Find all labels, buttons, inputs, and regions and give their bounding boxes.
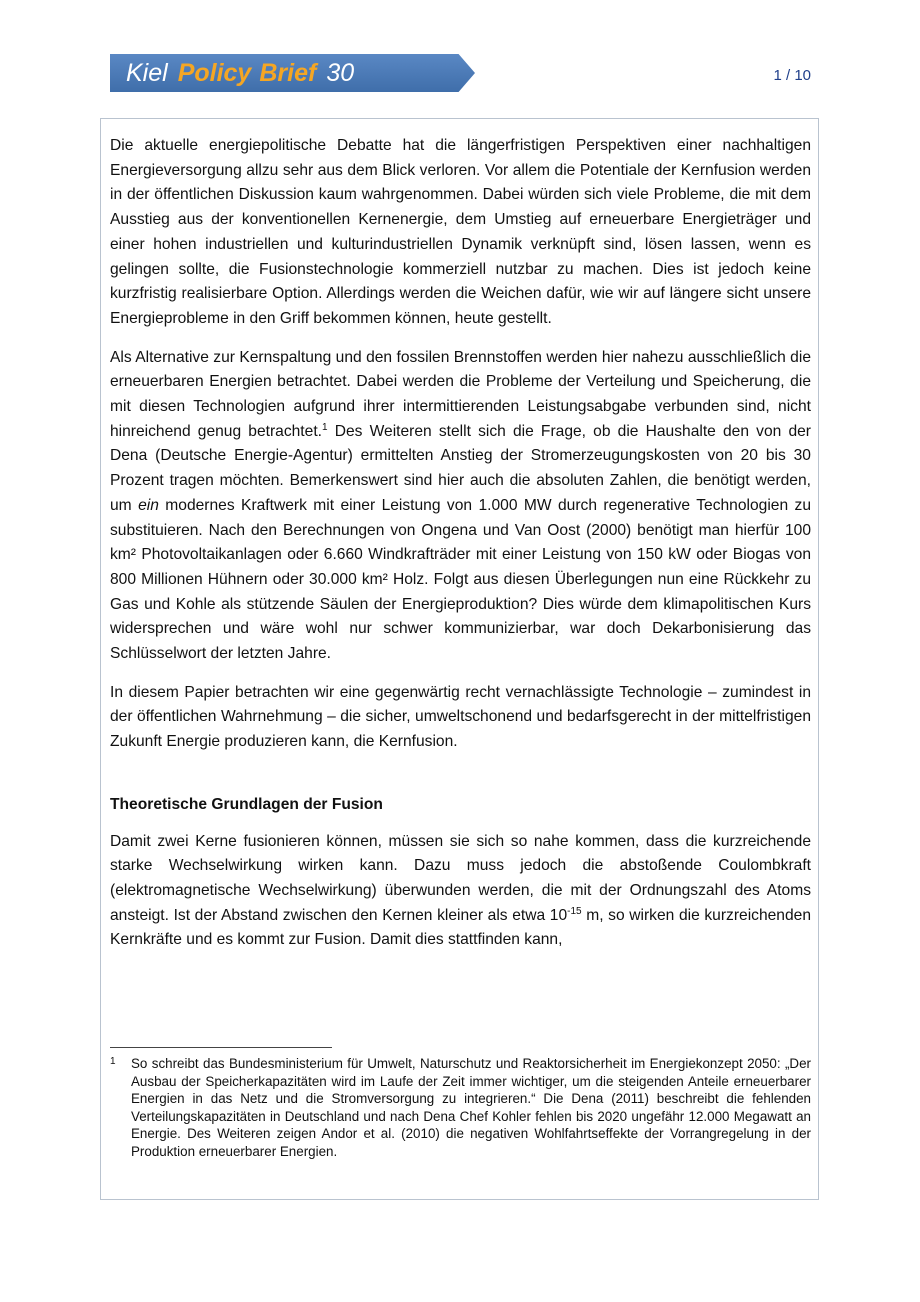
footnote	[110, 1055, 811, 1161]
paragraph-3: In diesem Papier betrachten wir eine gegenwärtig recht vernachlässigte Technologie – zumindest in der öffentlichen Wahrnehmung – die sicher, umweltschonend und bedarfsgerecht in der mittelfristigen Zukunft Energie produzieren kann, die Kernfusion.	[110, 683, 811, 751]
publication-title	[126, 55, 354, 91]
footnote-mark: 1	[110, 1056, 116, 1067]
footnote-separator	[110, 1047, 332, 1048]
paragraph-4-part-a: Damit zwei Kerne fusionieren können, müssen sie sich so nahe kommen, dass die kurzreichende starke Wechselwirkung wirken kann. Dazu muss jedoch die abstoßende Coulombkraft (elektromagnetische Wechselwirkung) überwunden werden, die mit der Ordnungszahl des Atoms ansteigt. Ist der Abstand zwischen den Kernen kleiner als etwa 10	[110, 832, 811, 924]
paragraph-4-part-b: m, so wirken die kurzreichenden Kernkräfte und es kommt zur Fusion. Damit dies stattfinden kann,	[110, 906, 811, 949]
emphasis-ein: ein	[138, 496, 159, 514]
footnote-text: So schreibt das Bundesministerium für Umwelt, Naturschutz und Reaktorsicherheit im Energiekonzept 2050: „Der Ausbau der Speicherkapazitäten wird im Laufe der Zeit immer wichtiger, um die steigenden Anteile erneuerbarer Energien in das Netz und die Stromversorgung zu integrieren.“ Die Dena (2011) beschreibt die fehlenden Verteilungskapazitäten in Deutschland und nach Dena Chef Kohler fehlen bis 2020 ungefähr 12.000 Megawatt an Energie. Des Weiteren zeigen Andor et al. (2010) die negativen Wohlfahrtseffekte der Vorrangregelung in der Produktion erneuerbarer Energien.	[131, 1056, 811, 1159]
page-number: 1 / 10	[773, 67, 811, 84]
paragraph-4	[110, 830, 811, 954]
paragraph-1: Die aktuelle energiepolitische Debatte hat die längerfristigen Perspektiven einer nachhaltigen Energieversorgung allzu sehr aus dem Blick verloren. Vor allem die Potentiale der Kernfusion werden in der öffentlichen Diskussion kaum wahrgenommen. Dabei würden sich viele Probleme, die mit dem Ausstieg aus der konventionellen Kernenergie, dem Umstieg auf erneuerbare Energieträger und einer hohen industriellen und kulturindustriellen Dynamik verknüpft sind, lösen lassen, wenn es gelingen sollte, die Fusionstechnologie kommerziell nutzbar zu machen. Dies ist jedoch keine kurzfristig realisierbare Option. Allerdings werden die Weichen dafür, wie wir auf längere sicht unsere Energieprobleme in den Griff bekommen können, heute gestellt.	[110, 137, 811, 327]
paragraph-2-part-c: modernes Kraftwerk mit einer Leistung von 1.000 MW durch regenerative Technologien zu substituieren. Nach den Berechnungen von Ongena und Van Oost (2000) benötigt man hierfür 100 km² Photovoltaikanlagen oder 6.660 Windkrafträder mit einer Leistung von 150 kW oder Biogas von 800 Millionen Hühnern oder 30.000 km² Holz. Folgt aus diesen Überlegungen nun eine Rückkehr zu Gas und Kohle als stützende Säulen der Energieproduktion? Dies würde dem klimapolitischen Kurs widersprechen und wäre wohl nur schwer kommunizierbar, war doch Dekarbonisierung das Schlüsselwort der letzten Jahre.	[110, 496, 812, 663]
title-brief: Brief	[259, 59, 317, 87]
title-kiel: Kiel	[126, 59, 168, 87]
section-heading: Theoretische Grundlagen der Fusion	[110, 795, 383, 813]
body-text	[110, 134, 811, 967]
paragraph-2-part-b: Des Weiteren stellt sich die Frage, ob die Haushalte den von der Dena (Deutsche Energie-Agentur) ermittelten Anstieg der Stromerzeugungskosten von 20 bis 30 Prozent tragen möchten. Bemerkenswert sind hier auch die absoluten Zahlen, die benötigt werden, um	[110, 422, 811, 514]
exponent: -15	[567, 905, 582, 917]
issue-number: 30	[326, 59, 355, 87]
paragraph-2	[110, 346, 811, 667]
title-policy: Policy	[177, 59, 252, 87]
paragraph-2-part-a: Als Alternative zur Kernspaltung und den fossilen Brennstoffen werden hier nahezu ausschließlich die erneuerbaren Energien betrachtet. Dabei werden die Probleme der Verteilung und Speicherung, die mit diesen Technologien aufgrund ihrer intermittierenden Leistungsabgabe verbunden sind, nicht hinreichend genug betrachtet.	[110, 348, 811, 440]
footnote-reference[interactable]: 1	[321, 421, 328, 433]
